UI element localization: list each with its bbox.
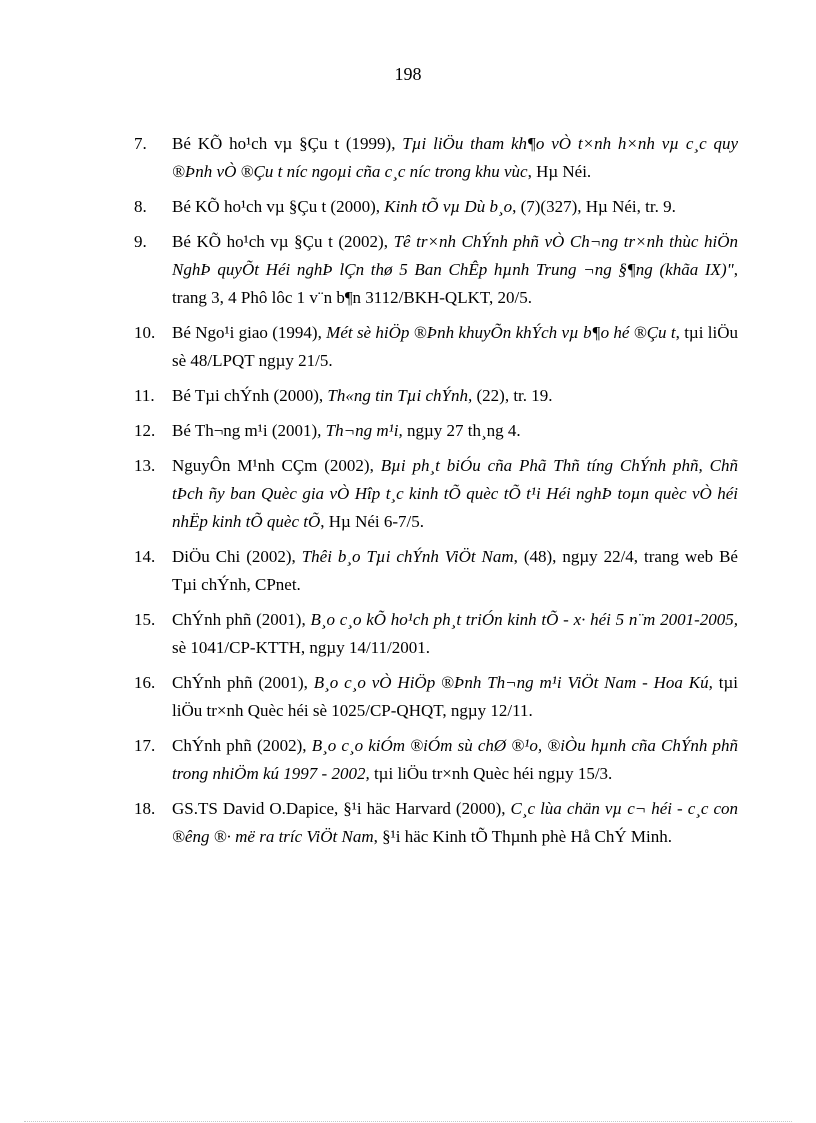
reference-item: [134, 319, 738, 375]
reference-list: [134, 130, 738, 858]
reference-author: NguyÔn M¹nh CÇm (2002),: [172, 456, 381, 475]
reference-number: 10.: [134, 323, 156, 342]
reference-number: 7.: [134, 134, 147, 153]
reference-item: [134, 606, 738, 662]
reference-details: tµi liÖu tr×nh Quèc héi sè 1025/CP-QHQT, ngµy 12/11.: [172, 673, 738, 720]
reference-details: , §¹i häc Kinh tÕ Thµnh phè Hå ChÝ Minh.: [373, 827, 672, 846]
reference-item: [134, 130, 738, 186]
reference-title: Tµi liÖu tham kh¶o vÒ t×nh h×nh vµ c¸c quy ®Þnh vÒ ®Çu t níc ngoµi cña c¸c níc trong khu vùc: [172, 134, 738, 181]
reference-number: 9.: [134, 232, 147, 251]
reference-number: 18.: [134, 799, 156, 818]
reference-author: ChÝnh phñ (2001),: [172, 610, 311, 629]
reference-details: , Hµ Néi.: [527, 162, 592, 181]
reference-title: Thêi b¸o Tµi chÝnh ViÖt Nam: [301, 547, 514, 566]
reference-author: DiÖu Chi (2002),: [172, 547, 302, 566]
reference-item: [134, 382, 738, 410]
reference-details: , trang 3, 4 Phô lôc 1 v¨n b¶n 3112/BKH-QLKT, 20/5.: [172, 260, 738, 307]
reference-details: (22), tr. 19.: [472, 386, 553, 405]
reference-title: Mét sè hiÖp ®Þnh khuyÕn khÝch vµ b¶o hé ®Çu t: [326, 323, 676, 342]
reference-number: 15.: [134, 610, 156, 629]
reference-details: sè 1041/CP-KTTH, ngµy 14/11/2001.: [172, 638, 431, 657]
reference-item: [134, 228, 738, 312]
reference-number: 17.: [134, 736, 156, 755]
reference-title: B¸o c¸o kiÓm ®iÓm sù chØ ®¹o, ®iÒu hµnh cña ChÝnh phñ trong nhiÖm kú 1997 - 2002,: [172, 736, 738, 783]
reference-item: [134, 193, 738, 221]
reference-author: Bé Tµi chÝnh (2000),: [172, 386, 328, 405]
reference-details: , (48), ngµy 22/4, trang web Bé Tµi chÝnh, CPnet.: [172, 547, 738, 594]
reference-item: [134, 417, 738, 445]
page-bottom-divider: [24, 1121, 792, 1122]
reference-title: Tê tr×nh ChÝnh phñ vÒ Ch¬ng tr×nh thùc hiÖn NghÞ quyÕt Héi nghÞ lÇn thø 5 Ban ChÊp hµnh Trung ¬ng §¶ng (khãa IX)": [172, 232, 738, 279]
reference-item: [134, 669, 738, 725]
reference-number: 12.: [134, 421, 156, 440]
reference-author: Bé Th¬ng m¹i (2001): [172, 421, 318, 440]
reference-title: Kinh tÕ vµ Dù b¸o: [384, 197, 513, 216]
reference-title: Bµi ph¸t biÓu cña Phã Thñ tíng ChÝnh phñ, Chñ tÞch ñy ban Quèc gia vÒ Hîp t¸c kinh tÕ quèc tÕ t¹i Héi nghÞ toµn quèc vÒ héi nhËp kinh tÕ quèc tÕ: [172, 456, 738, 531]
reference-details: ngµy 27 th¸ng 4.: [402, 421, 521, 440]
reference-number: 13.: [134, 456, 156, 475]
reference-number: 11.: [134, 386, 155, 405]
reference-title: , Th¬ng m¹i,: [317, 421, 403, 440]
reference-details: , (7)(327), Hµ Néi, tr. 9.: [512, 197, 676, 216]
reference-title: B¸o c¸o kÕ ho¹ch ph¸t triÓn kinh tÕ - x· héi 5 n¨m 2001-2005,: [310, 610, 738, 629]
reference-number: 16.: [134, 673, 156, 692]
reference-item: [134, 732, 738, 788]
reference-author: Bé KÕ ho¹ch vµ §Çu t (1999),: [172, 134, 403, 153]
reference-number: 8.: [134, 197, 147, 216]
reference-author: GS.TS David O.Dapice, §¹i häc Harvard (2000),: [172, 799, 511, 818]
page-number: 198: [394, 64, 422, 84]
reference-item: [134, 452, 738, 536]
reference-details: , Hµ Néi 6-7/5.: [320, 512, 425, 531]
reference-number: 14.: [134, 547, 156, 566]
reference-title: B¸o c¸o vÒ HiÖp ®Þnh Th¬ng m¹i ViÖt Nam - Hoa Kú,: [313, 673, 713, 692]
reference-author: Bé KÕ ho¹ch vµ §Çu t (2002),: [172, 232, 394, 251]
reference-details: tµi liÖu tr×nh Quèc héi ngµy 15/3.: [369, 764, 613, 783]
reference-author: Bé Ngo¹i giao (1994),: [172, 323, 327, 342]
reference-author: Bé KÕ ho¹ch vµ §Çu t (2000),: [172, 197, 385, 216]
reference-item: [134, 543, 738, 599]
reference-title: C¸c lùa chän vµ c¬ héi - c¸c con ®êng ®· më ra tríc ViÖt Nam: [172, 799, 739, 846]
reference-author: ChÝnh phñ (2001),: [172, 673, 314, 692]
reference-author: ChÝnh phñ (2002),: [172, 736, 312, 755]
reference-details: , tµi liÖu sè 48/LPQT ngµy 21/5.: [172, 323, 738, 370]
reference-title: Th«ng tin Tµi chÝnh,: [327, 386, 473, 405]
reference-item: [134, 795, 738, 851]
